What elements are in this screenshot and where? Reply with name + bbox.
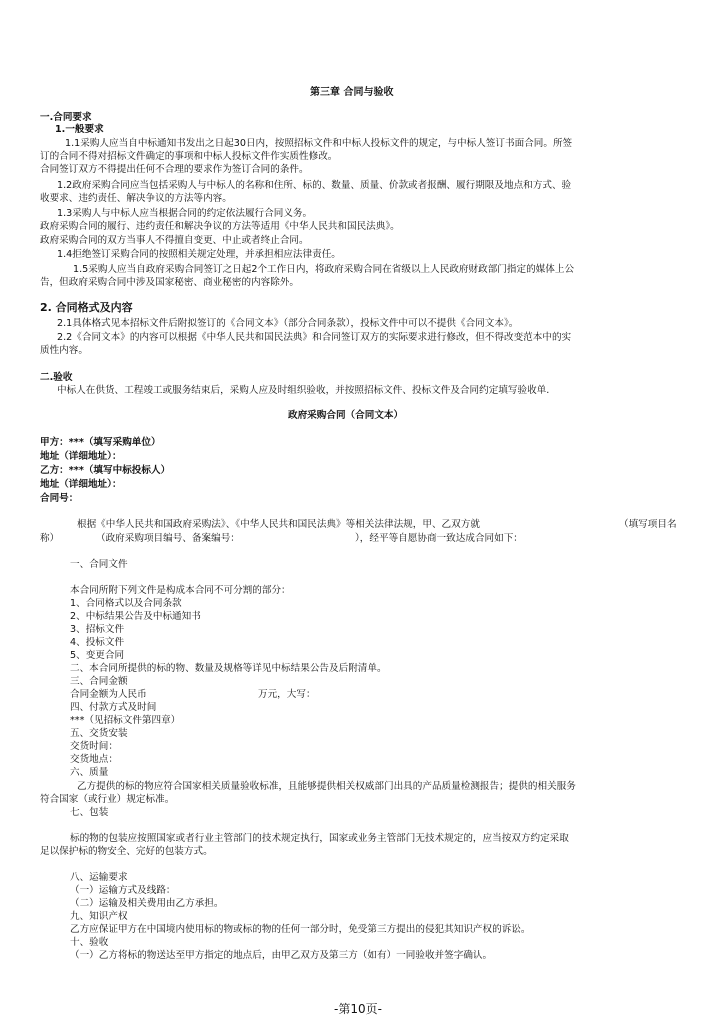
document-item: 5、变更合同 bbox=[70, 650, 125, 661]
intro-line2-end: ），经平等自愿协商一致达成合同如下： bbox=[355, 533, 523, 544]
paragraph-1-5-line2: 告，但政府采购合同中涉及国家秘密、商业秘密的内容除外。 bbox=[40, 277, 300, 288]
clause-5-heading: 五、交货安装 bbox=[70, 728, 128, 739]
clause-8-item-2: （二）运输及相关费用由乙方承担。 bbox=[70, 898, 224, 909]
paragraph-1-1-line2: 订的合同不得对招标文件确定的事项和中标人投标文件作实质性修改。 bbox=[40, 151, 338, 162]
paragraph-2-2-line2: 质性内容。 bbox=[40, 345, 88, 356]
contract-amount-words-label: 万元，大写： bbox=[258, 689, 316, 700]
intro-line2-project-number: （政府采购项目编号、备案编号： bbox=[96, 533, 240, 544]
clause-1-heading: 一、合同文件 bbox=[70, 559, 128, 570]
delivery-place: 交货地点： bbox=[70, 754, 118, 765]
clause-3-heading: 三、合同金额 bbox=[70, 676, 128, 687]
paragraph-acceptance: 中标人在供货、工程竣工或服务结束后，采购人应及时组织验收，并按照招标文件、投标文件及合同约定填写验收单. bbox=[57, 385, 550, 396]
clause-8-heading: 八、运输要求 bbox=[70, 872, 128, 883]
section-heading-contract-format: 2. 合同格式及内容 bbox=[40, 301, 133, 314]
clause-4-heading: 四、付款方式及时间 bbox=[70, 702, 157, 713]
clause-9-heading: 九、知识产权 bbox=[70, 911, 128, 922]
document-item: 1、合同格式以及合同条款 bbox=[70, 598, 182, 609]
intro-line1: 根据《中华人民共和国政府采购法》、《中华人民共和国民法典》等相关法律法规，甲、乙双方就 bbox=[77, 519, 480, 530]
contract-amount-label: 合同金额为人民币 bbox=[70, 689, 147, 700]
paragraph-1-2-line2: 收要求、违约责任、解决争议的方法等内容。 bbox=[40, 193, 232, 204]
paragraph-2-2-line1: 2.2《合同文本》的内容可以根据《中华人民共和国民法典》和合同签订双方的实际要求进行修改，但不得改变范本中的实 bbox=[57, 332, 572, 343]
party-b-address: 地址（详细地址）： bbox=[40, 479, 122, 490]
delivery-time: 交货时间： bbox=[70, 741, 118, 752]
clause-7-line2: 足以保护标的物安全、完好的包装方式。 bbox=[40, 846, 213, 857]
intro-line1-end: （填写项目名 bbox=[619, 519, 677, 530]
document-item: 4、投标文件 bbox=[70, 637, 125, 648]
clause-10-item-1: （一）乙方将标的物送达至甲方指定的地点后，由甲乙双方及第三方（如有）一同验收并签字确认。 bbox=[70, 950, 493, 961]
paragraph-1-3: 1.3采购人与中标人应当根据合同的约定依法履行合同义务。 bbox=[57, 208, 313, 219]
subsection-heading-general: 1.一般要求 bbox=[55, 124, 104, 135]
clause-8-item-1: （一）运输方式及线路： bbox=[70, 885, 176, 896]
intro-line2-start: 称） bbox=[40, 533, 60, 544]
clause-6-heading: 六、质量 bbox=[70, 767, 109, 778]
clause-10-heading: 十、验收 bbox=[70, 937, 109, 948]
paragraph-1-3-line3: 政府采购合同的双方当事人不得擅自变更、中止或者终止合同。 bbox=[40, 235, 309, 246]
document-item: 3、招标文件 bbox=[70, 624, 125, 635]
party-a-address: 地址（详细地址）： bbox=[40, 451, 122, 462]
document-item: 2、中标结果公告及中标通知书 bbox=[70, 611, 201, 622]
party-a: 甲方：***（填写采购单位） bbox=[40, 437, 161, 448]
paragraph-1-1-line3: 合同签订双方不得提出任何不合理的要求作为签订合同的条件。 bbox=[40, 164, 309, 175]
paragraph-1-4: 1.4拒绝签订采购合同的按照相关规定处理，并承担相应法律责任。 bbox=[57, 249, 341, 260]
clause-9-text: 乙方应保证甲方在中国境内使用标的物或标的物的任何一部分时，免受第三方提出的侵犯其知识产权的诉讼。 bbox=[70, 924, 531, 935]
section-heading-contract-requirements: 一.合同要求 bbox=[40, 112, 92, 123]
paragraph-2-1: 2.1具体格式见本招标文件后附拟签订的《合同文本》（部分合同条款），投标文件中可以不提供《合同文本》。 bbox=[57, 318, 519, 329]
clause-7-line1: 标的物的包装应按照国家或者行业主管部门的技术规定执行，国家或业务主管部门无技术规定的，应当按双方约定采取 bbox=[70, 833, 569, 844]
paragraph-1-3-line2: 政府采购合同的履行、违约责任和解决争议的方法等适用《中华人民共和国民法典》。 bbox=[40, 221, 400, 232]
paragraph-1-2-line1: 1.2政府采购合同应当包括采购人与中标人的名称和住所、标的、数量、质量、价款或者报酬、履行期限及地点和方式、验 bbox=[57, 180, 572, 191]
clause-1-intro: 本合同所附下列文件是构成本合同不可分割的部分： bbox=[70, 585, 291, 596]
contract-title: 政府采购合同（合同文本） bbox=[288, 410, 404, 421]
chapter-title: 第三章 合同与验收 bbox=[310, 87, 394, 98]
section-heading-acceptance: 二.验收 bbox=[40, 372, 73, 383]
contract-number: 合同号： bbox=[40, 493, 79, 504]
page-number: -第10页- bbox=[334, 1002, 382, 1016]
clause-7-heading: 七、包装 bbox=[70, 807, 109, 818]
party-b: 乙方：***（填写中标投标人） bbox=[40, 465, 171, 476]
clause-2: 二、本合同所提供的标的物、数量及规格等详见中标结果公告及后附清单。 bbox=[70, 663, 387, 674]
paragraph-1-5-line1: 1.5采购人应当自政府采购合同签订之日起2个工作日内，将政府采购合同在省级以上人民政府财政部门指定的媒体上公 bbox=[73, 264, 575, 275]
clause-6-line1: 乙方提供的标的物应符合国家相关质量验收标准，且能够提供相关权威部门出具的产品质量检测报告；提供的相关服务 bbox=[77, 781, 576, 792]
paragraph-1-1-line1: 1.1采购人应当自中标通知书发出之日起30日内，按照招标文件和中标人投标文件的规定，与中标人签订书面合同。所签 bbox=[65, 138, 573, 149]
clause-6-line2: 符合国家（或行业）规定标准。 bbox=[40, 794, 175, 805]
clause-4-text: ***（见招标文件第四章） bbox=[70, 715, 181, 726]
